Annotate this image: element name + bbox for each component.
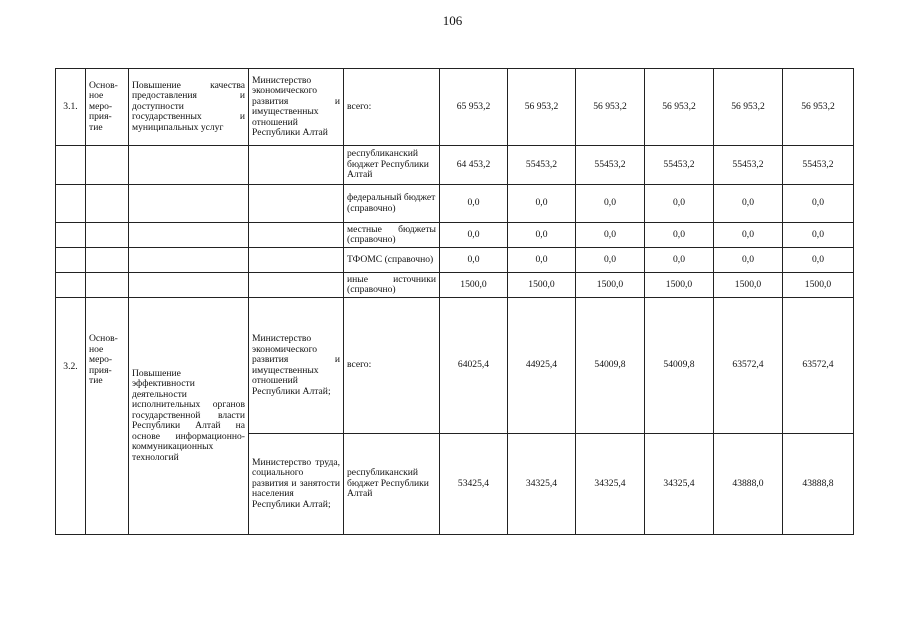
funding-source: федеральный бюджет (справочно) — [344, 185, 440, 223]
value-cell: 0,0 — [714, 185, 783, 223]
value-cell: 55453,2 — [783, 146, 854, 185]
funding-source: республиканский бюджет Республики Алтай — [344, 146, 440, 185]
event-name: Повышение эффективности деятельности исполнительных органов государственной власти Республики Алтай на основе информационно-коммуникационных технологий — [129, 298, 249, 535]
value-cell: 63572,4 — [714, 298, 783, 434]
value-cell: 43888,8 — [783, 434, 854, 535]
event-type: Основ- ное меро- прия- тие — [86, 298, 129, 535]
value-cell: 53425,4 — [440, 434, 508, 535]
value-cell: 1500,0 — [783, 273, 854, 298]
value-cell: 56 953,2 — [645, 69, 714, 146]
page-number: 106 — [442, 13, 463, 28]
value-cell: 0,0 — [508, 223, 576, 248]
value-cell: 0,0 — [783, 185, 854, 223]
value-cell: 55453,2 — [576, 146, 645, 185]
value-cell: 55453,2 — [714, 146, 783, 185]
value-cell: 56 953,2 — [714, 69, 783, 146]
value-cell: 1500,0 — [440, 273, 508, 298]
value-cell: 0,0 — [576, 223, 645, 248]
funding-source: иные источники (справочно) — [344, 273, 440, 298]
table-row — [56, 248, 854, 273]
table-row — [56, 146, 854, 185]
value-cell: 0,0 — [714, 248, 783, 273]
value-cell: 63572,4 — [783, 298, 854, 434]
event-executor: Министерство экономического развития и имущественных отношений Республики Алтай; — [249, 298, 344, 434]
row-index: 3.1. — [56, 69, 86, 146]
value-cell: 54009,8 — [576, 298, 645, 434]
value-cell: 55453,2 — [508, 146, 576, 185]
value-cell: 64025,4 — [440, 298, 508, 434]
event-executor: Министерство труда, социального развития и занятости населения Республики Алтай; — [249, 434, 344, 535]
budget-table — [55, 68, 854, 535]
value-cell: 0,0 — [645, 248, 714, 273]
funding-source: всего: — [344, 298, 440, 434]
value-cell: 0,0 — [576, 185, 645, 223]
value-cell: 34325,4 — [645, 434, 714, 535]
table-row — [56, 69, 854, 146]
value-cell: 64 453,2 — [440, 146, 508, 185]
value-cell: 0,0 — [508, 185, 576, 223]
funding-source: ТФОМС (справочно) — [344, 248, 440, 273]
value-cell: 56 953,2 — [576, 69, 645, 146]
event-type: Основ- ное меро- прия- тие — [86, 69, 129, 146]
event-name: Повышение качества предоставления и доступности государственных и муниципальных услуг — [129, 69, 249, 146]
value-cell: 0,0 — [714, 223, 783, 248]
value-cell: 1500,0 — [645, 273, 714, 298]
table-row — [56, 185, 854, 223]
funding-source: местные бюджеты (справочно) — [344, 223, 440, 248]
value-cell: 56 953,2 — [783, 69, 854, 146]
row-index: 3.2. — [56, 298, 86, 535]
event-executor: Министерство экономического развития и имущественных отношений Республики Алтай — [249, 69, 344, 146]
table-row — [56, 273, 854, 298]
value-cell: 0,0 — [576, 248, 645, 273]
value-cell: 1500,0 — [714, 273, 783, 298]
value-cell: 65 953,2 — [440, 69, 508, 146]
value-cell: 56 953,2 — [508, 69, 576, 146]
value-cell: 1500,0 — [508, 273, 576, 298]
funding-source: республиканский бюджет Республики Алтай — [344, 434, 440, 535]
value-cell: 0,0 — [440, 248, 508, 273]
value-cell: 0,0 — [508, 248, 576, 273]
value-cell: 0,0 — [645, 185, 714, 223]
value-cell: 0,0 — [783, 223, 854, 248]
value-cell: 0,0 — [783, 248, 854, 273]
table-row — [56, 298, 854, 434]
value-cell: 44925,4 — [508, 298, 576, 434]
value-cell: 54009,8 — [645, 298, 714, 434]
value-cell: 0,0 — [645, 223, 714, 248]
funding-source: всего: — [344, 69, 440, 146]
value-cell: 0,0 — [440, 185, 508, 223]
value-cell: 55453,2 — [645, 146, 714, 185]
value-cell: 34325,4 — [576, 434, 645, 535]
value-cell: 34325,4 — [508, 434, 576, 535]
value-cell: 43888,0 — [714, 434, 783, 535]
value-cell: 1500,0 — [576, 273, 645, 298]
table-row — [56, 223, 854, 248]
value-cell: 0,0 — [440, 223, 508, 248]
